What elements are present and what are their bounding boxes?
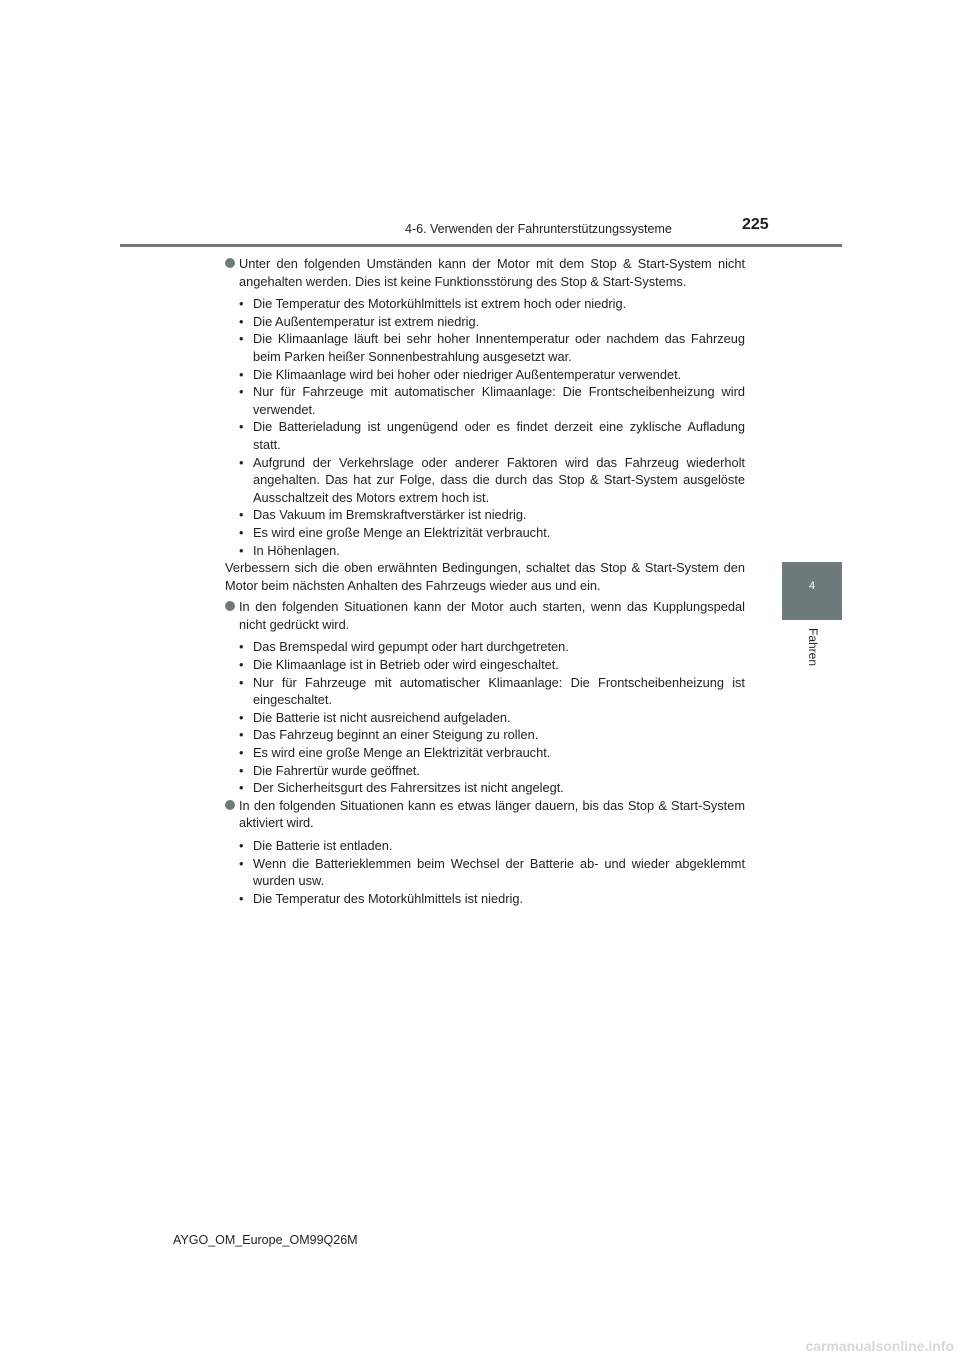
document-code: AYGO_OM_Europe_OM99Q26M: [173, 1233, 358, 1247]
list-item: • Das Fahrzeug beginnt an einer Steigung zu rollen.: [239, 726, 745, 744]
list-item: • Die Batterieladung ist ungenügend oder es findet derzeit eine zyklische Aufladung statt.: [239, 418, 745, 453]
list-item: • Die Klimaanlage läuft bei sehr hoher Innentemperatur oder nachdem das Fahrzeug beim Parken heißer Sonnenbestrahlung ausgesetzt war.: [239, 330, 745, 365]
main-content: [225, 255, 745, 907]
condition-list: [239, 837, 745, 907]
list-item: • Es wird eine große Menge an Elektrizität verbraucht.: [239, 744, 745, 762]
list-item: • Aufgrund der Verkehrslage oder anderer Faktoren wird das Fahrzeug wiederholt angehalten. Das hat zur Folge, dass die durch das Stop & Start-System ausgelöste Ausschaltzeit des Motors extrem hoch ist.: [239, 454, 745, 507]
section-delay-conditions: [225, 797, 745, 908]
list-item: • Die Batterie ist nicht ausreichend aufgeladen.: [239, 709, 745, 727]
list-item: • Die Klimaanlage wird bei hoher oder niedriger Außentemperatur verwendet.: [239, 366, 745, 384]
list-item: • Die Fahrertür wurde geöffnet.: [239, 762, 745, 780]
list-item: • Die Temperatur des Motorkühlmittels ist niedrig.: [239, 890, 745, 908]
note-paragraph: Verbessern sich die oben erwähnten Bedingungen, schaltet das Stop & Start-System den Motor beim nächsten Anhalten des Fahrzeugs wieder aus und ein.: [225, 560, 745, 593]
lead-text: In den folgenden Situationen kann der Motor auch starten, wenn das Kupplungspedal nicht gedrückt wird.: [239, 599, 745, 632]
circle-bullet-icon: [225, 601, 235, 611]
list-item: • In Höhenlagen.: [239, 542, 745, 560]
page-number: 225: [742, 216, 769, 233]
list-item: • Die Außentemperatur ist extrem niedrig.: [239, 313, 745, 331]
lead-paragraph: [225, 255, 745, 290]
list-item: • Wenn die Batterieklemmen beim Wechsel der Batterie ab- und wieder abgeklemmt wurden usw.: [239, 855, 745, 890]
list-item: • Die Batterie ist entladen.: [239, 837, 745, 855]
lead-paragraph: [225, 598, 745, 633]
header-divider: [120, 244, 842, 247]
chapter-tab: 4: [782, 562, 842, 620]
list-item: • Die Klimaanlage ist in Betrieb oder wird eingeschaltet.: [239, 656, 745, 674]
lead-text: In den folgenden Situationen kann es etwas länger dauern, bis das Stop & Start-System aktiviert wird.: [239, 797, 745, 831]
list-item: • Die Temperatur des Motorkühlmittels ist extrem hoch oder niedrig.: [239, 295, 745, 313]
list-item: • Es wird eine große Menge an Elektrizität verbraucht.: [239, 524, 745, 542]
condition-list: [239, 295, 745, 559]
section-start-conditions: [225, 598, 745, 797]
list-item: • Das Vakuum im Bremskraftverstärker ist niedrig.: [239, 506, 745, 524]
list-item: • Der Sicherheitsgurt des Fahrersitzes ist nicht angelegt.: [239, 779, 745, 797]
section-stop-conditions: [225, 255, 745, 594]
list-item: • Das Bremspedal wird gepumpt oder hart durchgetreten.: [239, 638, 745, 656]
circle-bullet-icon: [225, 800, 235, 810]
section-title: 4-6. Verwenden der Fahrunterstützungssysteme: [405, 222, 672, 236]
condition-list: [239, 638, 745, 796]
list-item: • Nur für Fahrzeuge mit automatischer Klimaanlage: Die Frontscheibenheizung ist eingeschaltet.: [239, 674, 745, 709]
lead-paragraph: [225, 797, 745, 832]
lead-text: Unter den folgenden Umständen kann der Motor mit dem Stop & Start-System nicht angehalten werden. Dies ist keine Funktionsstörung des Stop & Start-Systems.: [239, 256, 745, 289]
chapter-label: Fahren: [806, 628, 820, 667]
list-item: • Nur für Fahrzeuge mit automatischer Klimaanlage: Die Frontscheibenheizung wird verwendet.: [239, 383, 745, 418]
circle-bullet-icon: [225, 258, 235, 268]
watermark: carmanualsonline.info: [805, 1338, 954, 1354]
